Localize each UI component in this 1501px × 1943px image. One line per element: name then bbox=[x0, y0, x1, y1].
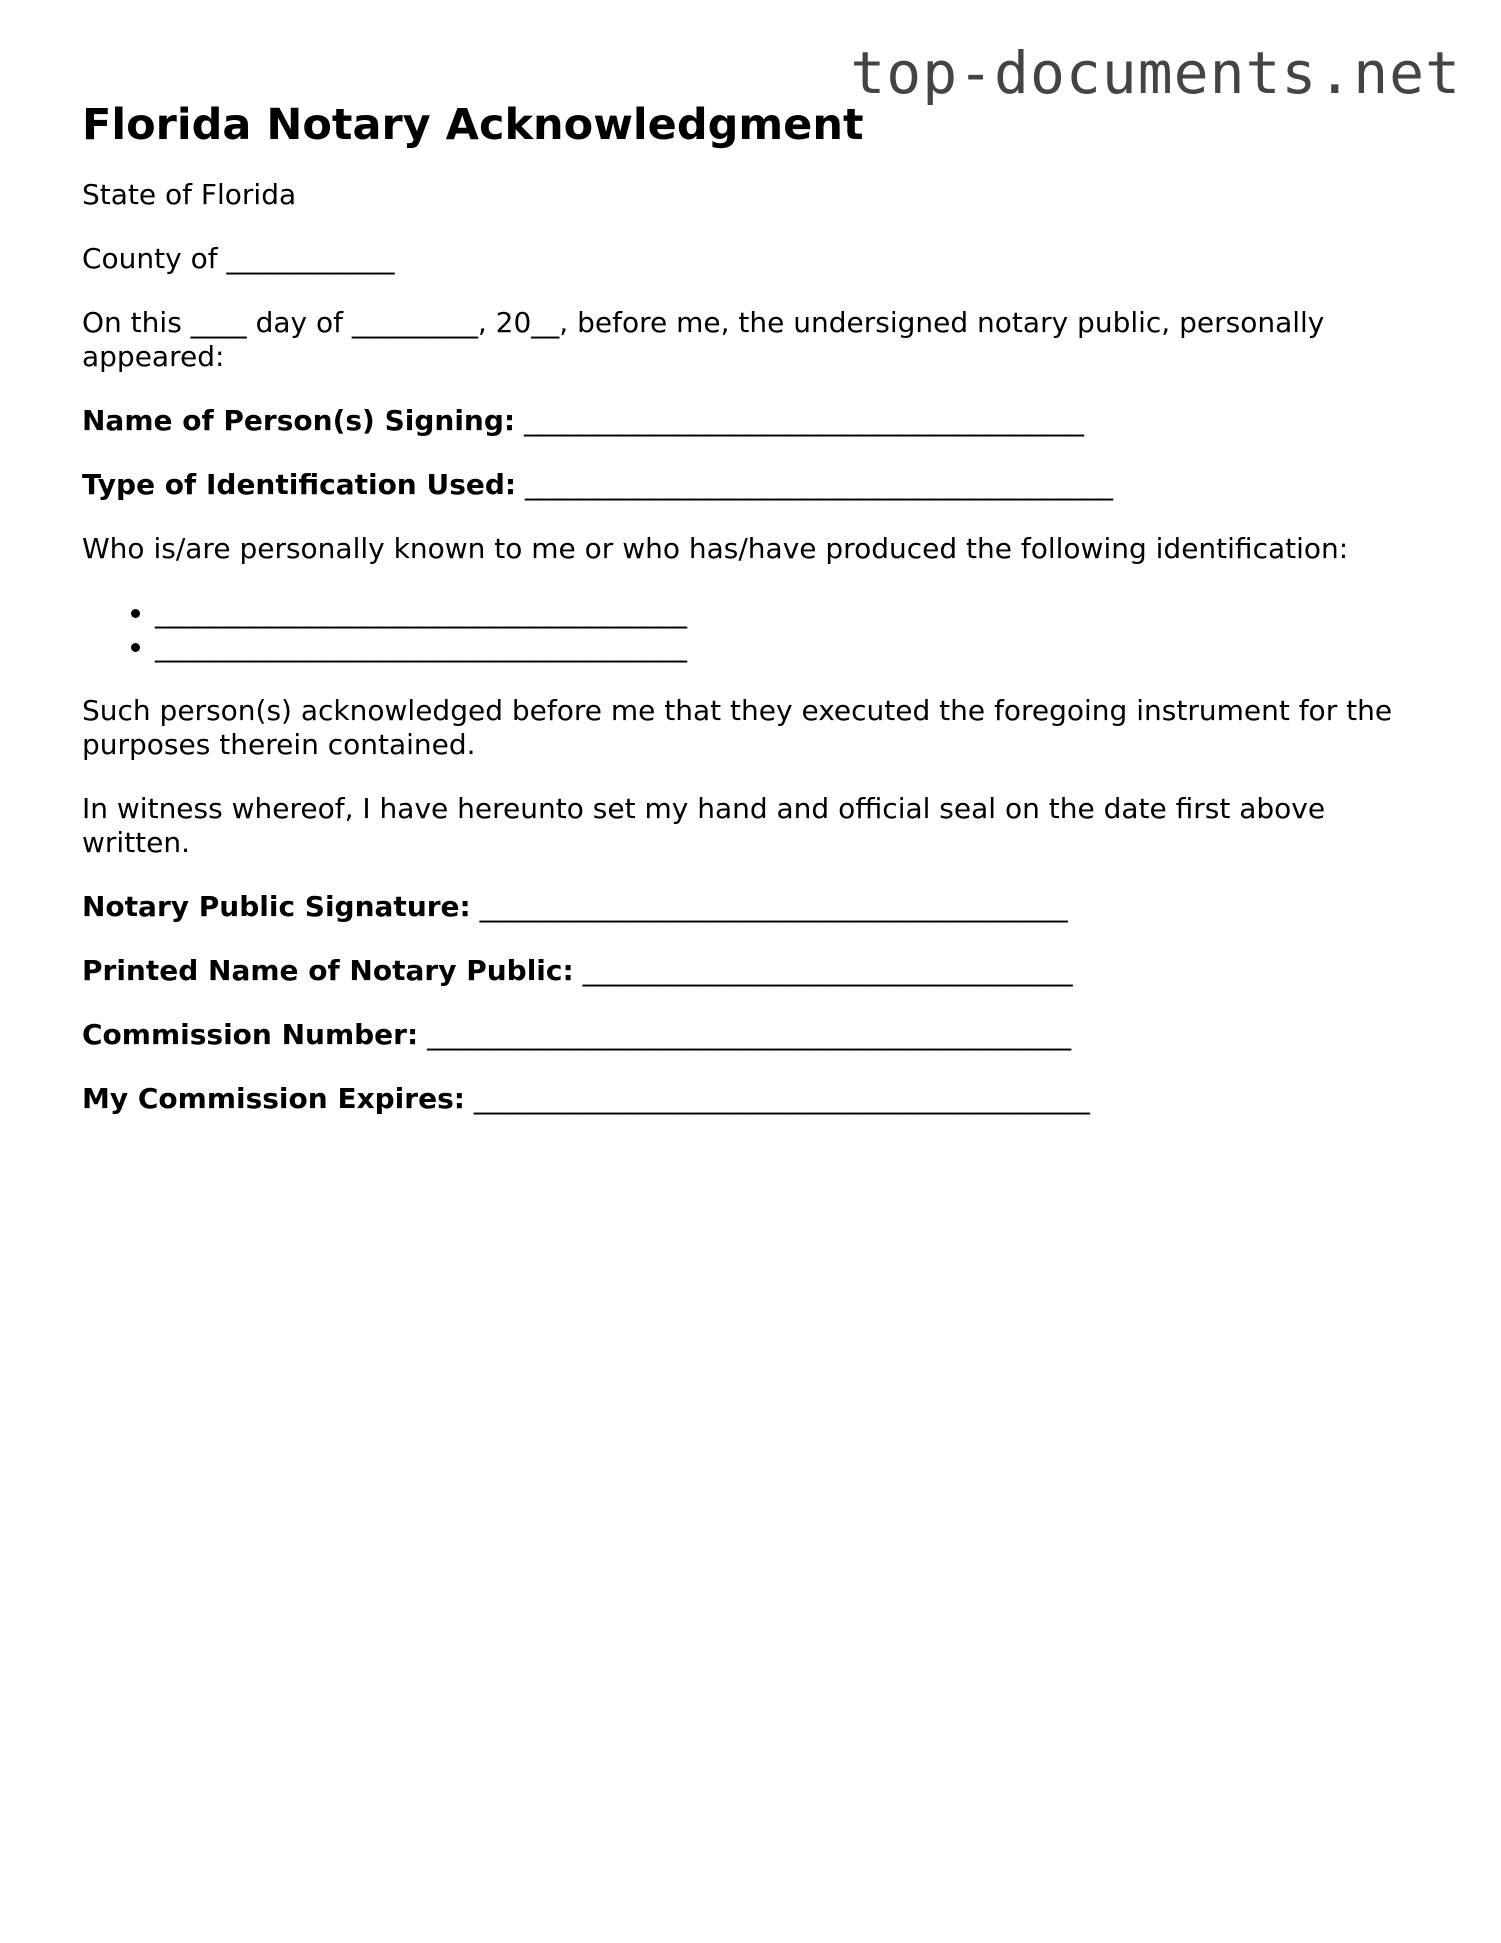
id-type-blank: __________________________________________ bbox=[525, 467, 1114, 501]
identification-list bbox=[82, 596, 1422, 664]
known-paragraph: Who is/are personally known to me or who has/have produced the following identification: bbox=[82, 531, 1349, 565]
watermark: top-documents.net bbox=[850, 39, 1461, 107]
printed-name-blank: ___________________________________ bbox=[582, 953, 1073, 987]
witness-paragraph: In witness whereof, I have hereunto set my hand and official seal on the date first above written. bbox=[82, 791, 1326, 859]
notary-signature-blank: __________________________________________ bbox=[479, 889, 1068, 923]
printed-name-label: Printed Name of Notary Public: bbox=[82, 953, 574, 987]
document-title: Florida Notary Acknowledgment bbox=[82, 100, 864, 150]
list-item: • ______________________________________ bbox=[155, 630, 1422, 664]
commission-number-line bbox=[82, 1018, 1422, 1052]
commission-expires-label: My Commission Expires: bbox=[82, 1081, 465, 1115]
notary-signature-line bbox=[82, 890, 1422, 924]
intro-paragraph: On this ____ day of _________, 20__, before me, the undersigned notary public, personally appeared: bbox=[82, 305, 1325, 373]
name-of-signer-label: Name of Person(s) Signing: bbox=[82, 403, 516, 437]
state-line: State of Florida bbox=[82, 177, 297, 211]
commission-number-label: Commission Number: bbox=[82, 1017, 419, 1051]
id-type-line bbox=[82, 468, 1422, 502]
name-of-signer-blank: ________________________________________ bbox=[524, 403, 1084, 437]
commission-expires-line bbox=[82, 1082, 1422, 1116]
notary-signature-label: Notary Public Signature: bbox=[82, 889, 471, 923]
id-type-label: Type of Identification Used: bbox=[82, 467, 517, 501]
commission-expires-blank: ____________________________________________ bbox=[473, 1081, 1090, 1115]
printed-name-line bbox=[82, 954, 1422, 988]
commission-number-blank: ______________________________________________ bbox=[427, 1017, 1072, 1051]
name-of-signer-line bbox=[82, 404, 1422, 438]
list-item: • ______________________________________ bbox=[155, 596, 1422, 630]
document-page bbox=[82, 100, 1422, 1146]
acknowledged-paragraph: Such person(s) acknowledged before me that they executed the foregoing instrument for the purposes therein contained. bbox=[82, 693, 1393, 761]
county-line: County of ____________ bbox=[82, 241, 395, 275]
